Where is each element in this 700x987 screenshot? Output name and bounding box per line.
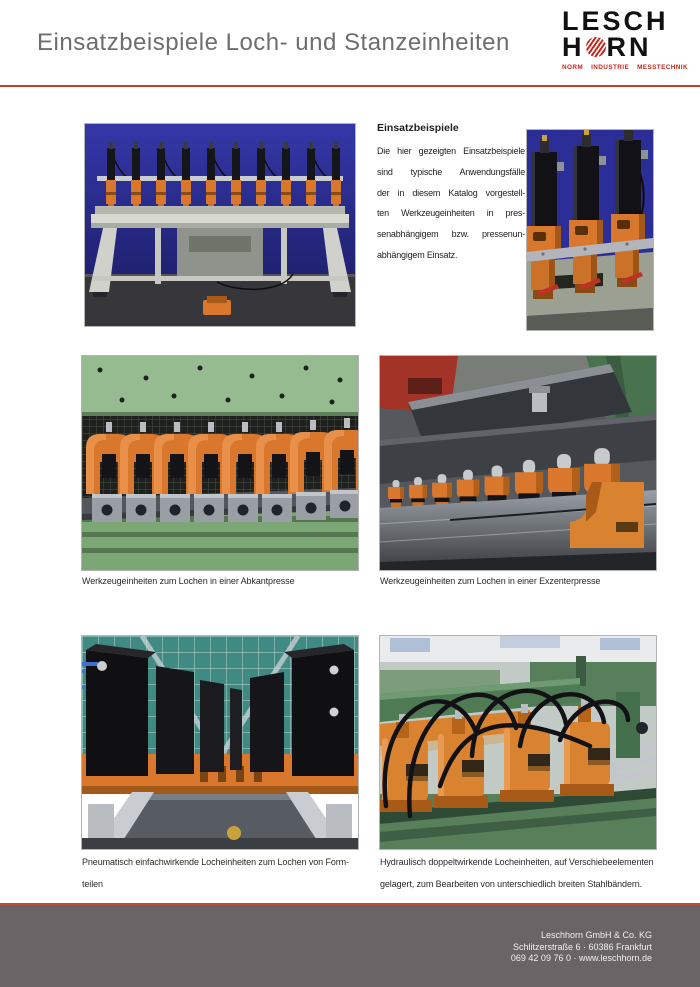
abkantpresse-photo-illustration	[82, 356, 358, 570]
footer-contact: 069 42 09 76 0 · www.leschhorn.de	[510, 953, 652, 963]
leschhorn-logo	[562, 8, 688, 71]
closeup-photo-illustration	[527, 130, 653, 330]
figure-hydraulisch-photo	[380, 636, 656, 849]
intro-line: senabhängigem bzw. pressenun-	[377, 229, 525, 240]
caption-hydraulisch-line1: Hydraulisch doppeltwirkende Locheinheiten, auf Verschiebeelementen	[380, 857, 654, 867]
caption-abkantpresse: Werkzeugeinheiten zum Lochen in einer Abkantpresse	[82, 576, 295, 586]
hatched-o-icon	[586, 37, 606, 57]
figure-abkantpresse-photo	[82, 356, 358, 570]
figure-exzenterpresse-photo	[380, 356, 656, 570]
header-divider-rule	[0, 85, 700, 87]
logo-word-bottom	[562, 34, 688, 60]
intro-line: Die hier gezeigten Einsatzbeispiele	[377, 146, 525, 156]
bench-photo-illustration	[85, 124, 355, 326]
hydraulisch-photo-illustration	[380, 636, 656, 849]
intro-line: ten Werkzeugeinheiten in pres-	[377, 208, 525, 219]
pneumatisch-photo-illustration	[82, 636, 358, 849]
footer-company: Leschhorn GmbH & Co. KG	[540, 930, 652, 940]
logo-letter-h: H	[562, 32, 585, 62]
tagline-norm: NORM	[562, 64, 584, 71]
logo-word-top: LESCH	[562, 6, 669, 36]
caption-pneumatisch-line1: Pneumatisch einfachwirkende Locheinheiten zum Lochen von Form-	[82, 857, 349, 867]
caption-pneumatisch-line2: teilen	[82, 879, 103, 889]
intro-heading: Einsatzbeispiele	[377, 122, 459, 134]
intro-line: der in diesem Katalog vorgestell-	[377, 187, 525, 198]
logo-tagline	[562, 64, 688, 71]
figure-pneumatisch-photo	[82, 636, 358, 849]
logo-letters-rn: RN	[606, 32, 652, 62]
intro-line: sind typische Anwendungsfälle	[377, 166, 525, 177]
intro-text-block	[377, 122, 525, 266]
exzenterpresse-photo-illustration	[380, 356, 656, 570]
footer-address: Schlitzerstraße 6 · 60386 Frankfurt	[512, 941, 652, 952]
page-title: Einsatzbeispiele Loch- und Stanzeinheiten	[37, 29, 510, 56]
figure-closeup-photo	[527, 130, 653, 330]
caption-hydraulisch-line2: gelagert, zum Bearbeiten von unterschiedlich breiten Stahlbändern.	[380, 879, 643, 889]
tagline-messtechnik: MESSTECHNIK	[637, 64, 688, 71]
tagline-industrie: INDUSTRIE	[591, 64, 630, 71]
footer-text-block	[511, 930, 652, 965]
intro-line: abhängigem Einsatz.	[377, 249, 458, 260]
caption-exzenterpresse: Werkzeugeinheiten zum Lochen in einer Exzenterpresse	[380, 576, 601, 586]
figure-bench-photo	[85, 124, 355, 326]
